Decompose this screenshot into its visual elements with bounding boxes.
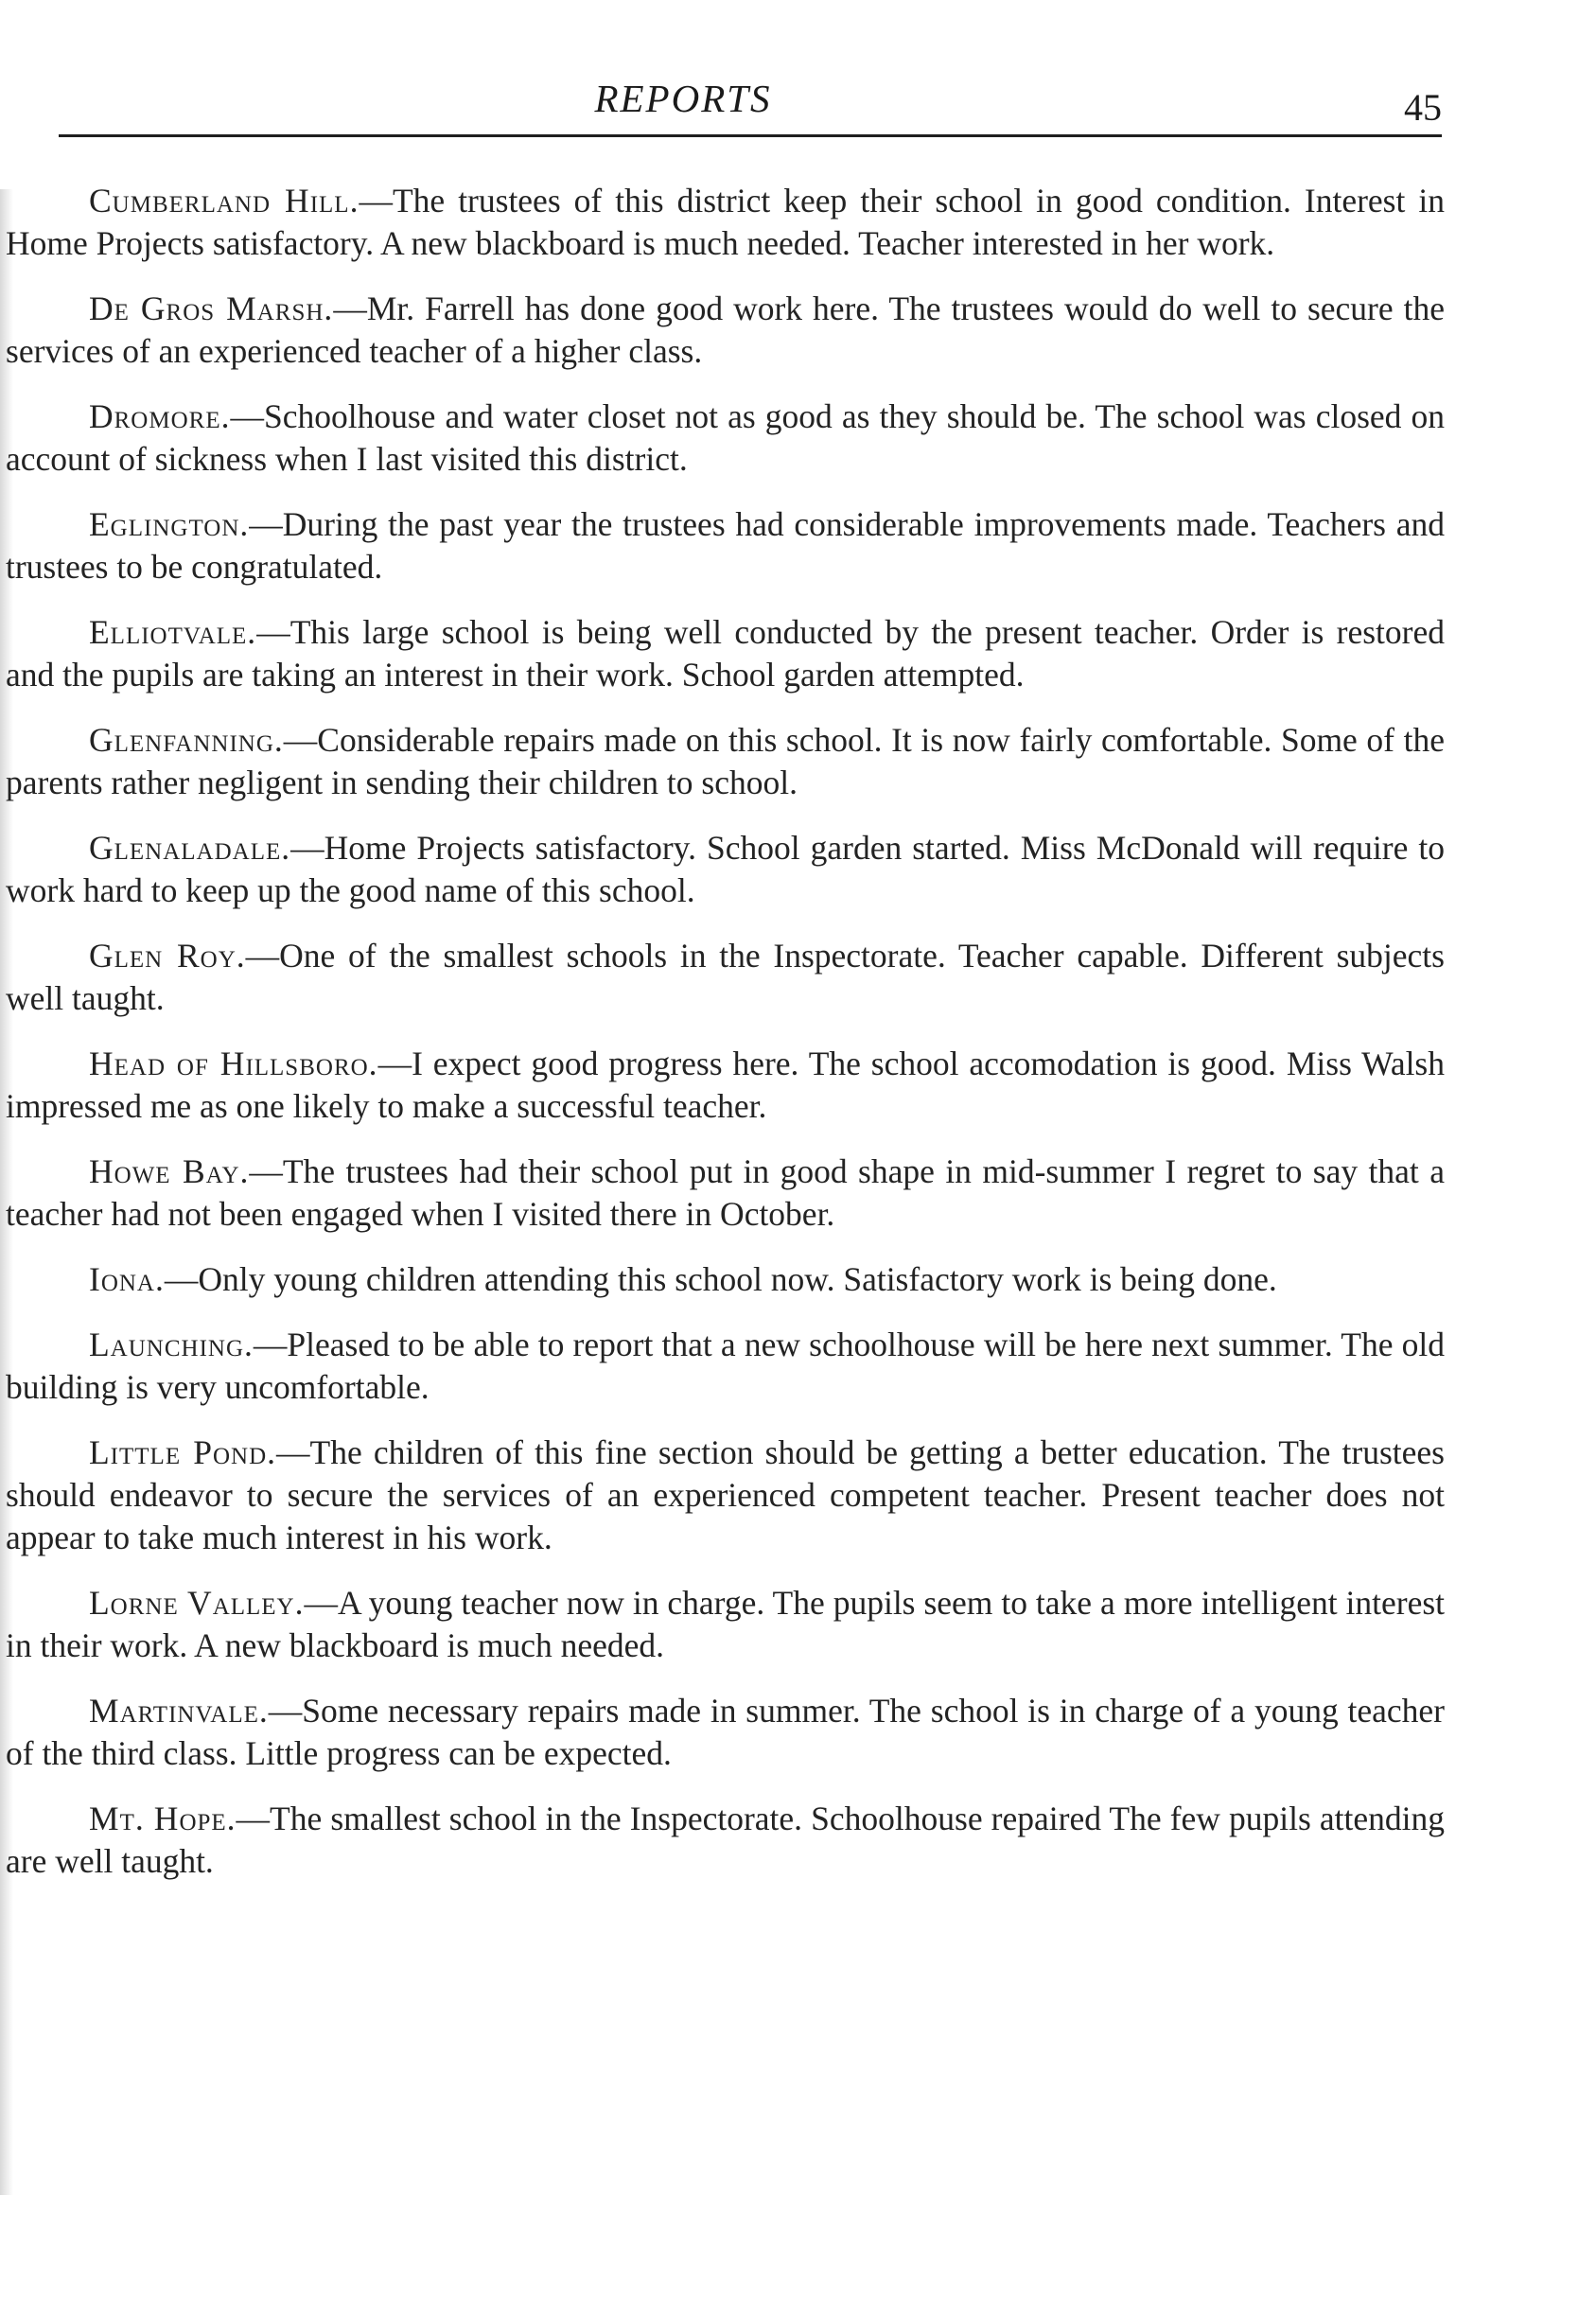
report-text: —This large school is being well conducted by the present teacher. Order is restored and the pupils are taking an interest in their work. School garden attempted. bbox=[6, 613, 1445, 694]
report-entry bbox=[6, 719, 1445, 804]
district-name: Little Pond. bbox=[89, 1433, 277, 1471]
district-name: Lorne Valley. bbox=[89, 1584, 305, 1622]
report-text: —The trustees of this district keep their school in good condition. Interest in Home Projects satisfactory. A new blackboard is much needed. Teacher interested in her work. bbox=[6, 182, 1445, 262]
district-name: Howe Bay. bbox=[89, 1152, 250, 1190]
report-entry bbox=[6, 1432, 1445, 1559]
report-text: —Considerable repairs made on this school. It is now fairly comfortable. Some of the parents rather negligent in sending their children to school. bbox=[6, 721, 1445, 801]
page-number: 45 bbox=[1404, 86, 1442, 129]
district-name: Eglington. bbox=[89, 505, 250, 543]
district-name: Launching. bbox=[89, 1326, 254, 1363]
report-entry bbox=[6, 1582, 1445, 1667]
district-name: Elliotvale. bbox=[89, 613, 257, 651]
report-text: —The trustees had their school put in good shape in mid-summer I regret to say that a teacher had not been engaged when I visited there in October. bbox=[6, 1152, 1445, 1233]
district-reports bbox=[0, 180, 1596, 1906]
report-text: —One of the smallest schools in the Inspectorate. Teacher capable. Different subjects well taught. bbox=[6, 937, 1445, 1017]
report-text: —During the past year the trustees had considerable improvements made. Teachers and trustees to be congratulated. bbox=[6, 505, 1445, 586]
running-title: REPORTS bbox=[594, 77, 772, 120]
report-entry bbox=[6, 1324, 1445, 1409]
district-name: Dromore. bbox=[89, 397, 231, 435]
district-name: Glenaladale. bbox=[89, 829, 291, 867]
page-header bbox=[59, 74, 1442, 142]
district-name: Iona. bbox=[89, 1260, 165, 1298]
district-name: Cumberland Hill. bbox=[89, 182, 360, 220]
report-text: —A young teacher now in charge. The pupils seem to take a more intelligent interest in their work. A new blackboard is much needed. bbox=[6, 1584, 1446, 1664]
report-entry bbox=[6, 935, 1445, 1020]
report-entry bbox=[6, 611, 1445, 696]
report-entry bbox=[6, 1258, 1445, 1301]
district-name: Glen Roy. bbox=[89, 937, 246, 975]
district-name: Head of Hillsboro. bbox=[89, 1045, 378, 1082]
report-text: —Pleased to be able to report that a new schoolhouse will be here next summer. The old building is very uncomfortable. bbox=[6, 1326, 1445, 1406]
report-entry bbox=[6, 395, 1445, 481]
header-rule bbox=[59, 134, 1442, 137]
report-text: —The smallest school in the Inspectorate. Schoolhouse repaired The few pupils attending are well taught. bbox=[6, 1800, 1445, 1880]
report-entry bbox=[6, 180, 1445, 265]
district-name: Martinvale. bbox=[89, 1692, 269, 1730]
report-entry bbox=[6, 1043, 1445, 1128]
report-text: —I expect good progress here. The school accomodation is good. Miss Walsh impressed me as one likely to make a successful teacher. bbox=[6, 1045, 1446, 1125]
report-entry bbox=[6, 1150, 1445, 1236]
report-entry bbox=[6, 503, 1445, 588]
district-name: De Gros Marsh. bbox=[89, 290, 334, 327]
report-text: —Home Projects satisfactory. School garden started. Miss McDonald will require to work hard to keep up the good name of this school. bbox=[6, 829, 1445, 909]
district-name: Mt. Hope. bbox=[89, 1800, 237, 1837]
report-entry bbox=[6, 827, 1445, 912]
report-text: —Schoolhouse and water closet not as good as they should be. The school was closed on account of sickness when I last visited this district. bbox=[6, 397, 1445, 478]
report-entry bbox=[6, 1690, 1445, 1775]
report-text: —Mr. Farrell has done good work here. The trustees would do well to secure the services of an experienced teacher of a higher class. bbox=[6, 290, 1445, 370]
report-text: —Some necessary repairs made in summer. The school is in charge of a young teacher of the third class. Little progress can be expected. bbox=[6, 1692, 1445, 1772]
report-entry bbox=[6, 1798, 1445, 1883]
report-text: —Only young children attending this school now. Satisfactory work is being done. bbox=[164, 1260, 1277, 1298]
report-entry bbox=[6, 288, 1445, 373]
district-name: Glenfanning. bbox=[89, 721, 284, 759]
report-text: —The children of this fine section should be getting a better education. The trustees should endeavor to secure the services of an experienced competent teacher. Present teacher does not appear to take much interest in his work. bbox=[6, 1433, 1446, 1556]
